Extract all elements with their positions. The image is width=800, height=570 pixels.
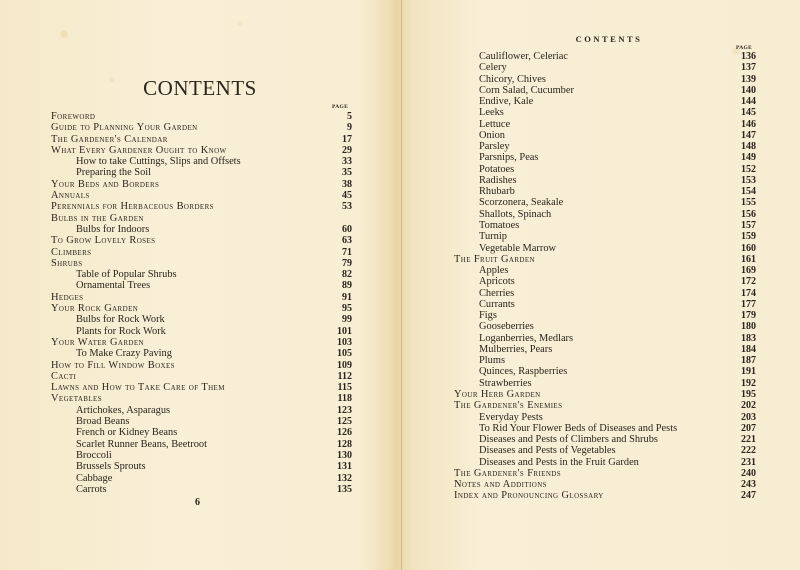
toc-entry-section — [454, 378, 756, 389]
toc-entry-title: How to take Cuttings, Slips and Offsets — [76, 156, 241, 168]
toc-entry-title: Bulbs in the Garden — [51, 212, 144, 224]
toc-entry-page: 180 — [741, 321, 756, 333]
toc-entry-title: Guide to Planning Your Garden — [51, 122, 198, 134]
toc-entry-title: Lawns and How to Take Care of Them — [51, 382, 225, 394]
toc-entry-section — [51, 450, 352, 461]
toc-entry-title: Diseases and Pests in the Fruit Garden — [479, 456, 639, 468]
toc-entry-section — [454, 265, 756, 276]
toc-entry-page: 109 — [337, 359, 352, 371]
toc-entry-title: To Grow Lovely Roses — [51, 235, 156, 247]
toc-entry-page: 126 — [337, 427, 352, 439]
toc-entry-page: 187 — [741, 355, 756, 367]
toc-entry-page: 149 — [741, 152, 756, 164]
toc-entry-title: Annuals — [51, 190, 90, 202]
toc-entry-section — [454, 344, 756, 355]
toc-entry-title: Cherries — [479, 287, 515, 299]
toc-entry-page: 35 — [342, 167, 352, 179]
toc-entry-title: The Gardener's Calendar — [51, 133, 168, 145]
toc-entry-title: Leeks — [479, 107, 504, 119]
toc-entry-title: Your Water Garden — [51, 336, 145, 348]
toc-entry-title: Cabbage — [76, 472, 113, 484]
toc-entry-title: Climbers — [51, 246, 92, 258]
toc-entry-page: 33 — [342, 156, 352, 168]
toc-entry-chapter — [51, 134, 352, 145]
toc-entry-chapter — [454, 254, 756, 265]
toc-entry-page: 207 — [741, 422, 756, 434]
toc-entry-page: 130 — [337, 449, 352, 461]
toc-entry-page: 95 — [342, 303, 352, 315]
toc-entry-page: 145 — [741, 107, 756, 119]
toc-entry-section — [454, 355, 756, 366]
right-page — [402, 0, 800, 570]
toc-entry-section — [454, 197, 756, 208]
toc-entry-page: 247 — [741, 490, 756, 502]
toc-entry-title: Scarlet Runner Beans, Beetroot — [76, 438, 207, 450]
toc-entry-page: 29 — [342, 144, 352, 156]
toc-entry-page: 172 — [741, 276, 756, 288]
toc-entry-section — [454, 231, 756, 242]
toc-entry-page: 131 — [337, 461, 352, 473]
toc-entry-title: Quinces, Raspberries — [479, 366, 568, 378]
toc-entry-title: Artichokes, Asparagus — [76, 404, 171, 416]
toc-entry-title: Tomatoes — [479, 219, 520, 231]
toc-entry-title: Apricots — [479, 276, 515, 288]
toc-entry-page: 82 — [342, 269, 352, 281]
toc-entry-title: Turnip — [479, 231, 507, 243]
toc-entry-page: 136 — [741, 51, 756, 62]
toc-entry-title: Foreword — [51, 111, 96, 122]
toc-entry-section — [51, 473, 352, 484]
toc-entry-title: Cacti — [51, 370, 77, 382]
toc-entry-page: 103 — [337, 336, 352, 348]
running-head: CONTENTS — [575, 34, 643, 44]
toc-entry-chapter — [51, 190, 352, 201]
toc-entry-section — [454, 299, 756, 310]
toc-entry-title: Strawberries — [479, 377, 532, 389]
toc-entry-section — [454, 141, 756, 152]
toc-entry-title: Broad Beans — [76, 416, 130, 428]
toc-entry-section — [51, 348, 352, 359]
toc-entry-chapter — [51, 371, 352, 382]
toc-entry-title: Perennials for Herbaceous Borders — [51, 201, 214, 213]
toc-entry-section — [51, 167, 352, 178]
toc-entry-page: 5 — [347, 111, 352, 122]
toc-entry-section — [454, 85, 756, 96]
toc-entry-section — [454, 310, 756, 321]
toc-entry-page: 105 — [337, 348, 352, 360]
toc-entry-section — [454, 209, 756, 220]
toc-entry-section — [51, 314, 352, 325]
toc-entry-page: 191 — [741, 366, 756, 378]
toc-entry-section — [454, 412, 756, 423]
toc-entry-page: 221 — [741, 434, 756, 446]
toc-entry-chapter — [454, 468, 756, 479]
toc-entry-chapter — [51, 382, 352, 393]
toc-entry-section — [51, 224, 352, 235]
toc-entry-section — [454, 130, 756, 141]
toc-entry-title: Apples — [479, 265, 509, 277]
toc-entry-title: Chicory, Chives — [479, 73, 546, 85]
toc-entry-chapter — [51, 292, 352, 303]
toc-entry-section — [454, 119, 756, 130]
toc-entry-chapter — [454, 479, 756, 490]
toc-entry-page: 147 — [741, 129, 756, 141]
toc-entry-title: To Rid Your Flower Beds of Diseases and Pests — [479, 422, 678, 434]
toc-entry-title: Parsley — [479, 141, 510, 153]
toc-entry-title: The Gardener's Enemies — [454, 400, 563, 412]
toc-entry-page: 184 — [741, 343, 756, 355]
toc-entry-page: 99 — [342, 314, 352, 326]
toc-entry-title: The Fruit Garden — [454, 253, 535, 265]
toc-entry-title: Potatoes — [479, 163, 515, 175]
toc-entry-title: Parsnips, Peas — [479, 152, 539, 164]
toc-entry-page: 146 — [741, 118, 756, 130]
toc-entry-page: 153 — [741, 174, 756, 186]
toc-entry-page: 152 — [741, 163, 756, 175]
toc-entry-page: 240 — [741, 467, 756, 479]
page-column-label: PAGE — [736, 45, 753, 51]
toc-entry-chapter — [454, 389, 756, 400]
toc-entry-chapter — [51, 213, 352, 224]
page-column-label: PAGE — [332, 104, 349, 110]
toc-entry-chapter — [51, 111, 352, 122]
toc-entry-page: 132 — [337, 472, 352, 484]
toc-entry-title: Shrubs — [51, 257, 83, 269]
toc-entry-page: 179 — [741, 310, 756, 322]
toc-entry-section — [454, 423, 756, 434]
toc-entry-page: 123 — [337, 404, 352, 416]
toc-entry-title: Cauliflower, Celeriac — [479, 51, 569, 62]
toc-entry-title: Broccoli — [76, 449, 112, 461]
toc-entry-section — [454, 51, 756, 62]
toc-entry-chapter — [51, 145, 352, 156]
toc-entry-page: 169 — [741, 265, 756, 277]
toc-entry-title: Mulberries, Pears — [479, 343, 553, 355]
toc-entry-chapter — [51, 201, 352, 212]
toc-entry-title: Ornamental Trees — [76, 280, 151, 292]
toc-entry-title: Brussels Sprouts — [76, 461, 146, 473]
toc-list-left — [51, 111, 352, 495]
toc-entry-title: How to Fill Window Boxes — [51, 359, 175, 371]
toc-entry-page: 135 — [337, 483, 352, 495]
toc-entry-page: 157 — [741, 219, 756, 231]
toc-entry-title: Loganberries, Medlars — [479, 332, 574, 344]
toc-entry-title: Table of Popular Shrubs — [76, 269, 177, 281]
toc-entry-chapter — [51, 235, 352, 246]
toc-entry-title: Onion — [479, 129, 505, 141]
toc-entry-page: 128 — [337, 438, 352, 450]
toc-entry-section — [51, 326, 352, 337]
toc-entry-page: 231 — [741, 456, 756, 468]
toc-entry-section — [51, 280, 352, 291]
toc-entry-section — [454, 321, 756, 332]
toc-entry-page: 71 — [342, 246, 352, 258]
toc-entry-chapter — [51, 360, 352, 371]
toc-entry-section — [51, 461, 352, 472]
toc-entry-page: 148 — [741, 141, 756, 153]
toc-entry-page: 45 — [342, 190, 352, 202]
toc-entry-page: 202 — [741, 400, 756, 412]
toc-entry-section — [454, 457, 756, 468]
toc-entry-chapter — [454, 400, 756, 411]
toc-entry-title: Preparing the Soil — [76, 167, 152, 179]
toc-entry-title: Corn Salad, Cucumber — [479, 84, 574, 96]
toc-entry-page: 91 — [342, 291, 352, 303]
toc-entry-section — [454, 74, 756, 85]
toc-entry-page: 159 — [741, 231, 756, 243]
toc-entry-section — [51, 439, 352, 450]
toc-entry-page: 139 — [741, 73, 756, 85]
toc-entry-title: What Every Gardener Ought to Know — [51, 144, 227, 156]
toc-entry-title: Currants — [479, 298, 515, 310]
toc-entry-page: 17 — [342, 133, 352, 145]
toc-entry-section — [51, 269, 352, 280]
toc-entry-page: 118 — [337, 393, 352, 405]
toc-entry-chapter — [51, 179, 352, 190]
toc-entry-page: 177 — [741, 298, 756, 310]
toc-entry-section — [454, 96, 756, 107]
toc-entry-title: Your Herb Garden — [454, 388, 541, 400]
toc-entry-section — [454, 107, 756, 118]
toc-entry-title: Your Beds and Borders — [51, 178, 160, 190]
toc-entry-title: Index and Pronouncing Glossary — [454, 490, 604, 502]
toc-entry-title: Gooseberries — [479, 321, 534, 333]
page-number: 6 — [195, 497, 200, 508]
toc-entry-page: 160 — [741, 242, 756, 254]
toc-entry-title: Shallots, Spinach — [479, 208, 552, 220]
toc-entry-page: 243 — [741, 479, 756, 491]
toc-entry-page: 137 — [741, 62, 756, 74]
toc-entry-section — [51, 405, 352, 416]
toc-entry-page: 203 — [741, 411, 756, 423]
toc-entry-title: Vegetables — [51, 393, 102, 405]
toc-entry-title: Bulbs for Rock Work — [76, 314, 165, 326]
toc-entry-title: Hedges — [51, 291, 84, 303]
toc-entry-chapter — [51, 247, 352, 258]
toc-entry-page: 154 — [741, 186, 756, 198]
toc-entry-section — [454, 164, 756, 175]
toc-entry-chapter — [51, 303, 352, 314]
toc-entry-section — [454, 445, 756, 456]
toc-entry-title: Celery — [479, 62, 507, 74]
toc-entry-title: Scorzonera, Seakale — [479, 197, 564, 209]
toc-entry-title: Everyday Pests — [479, 411, 543, 423]
toc-entry-title: Plants for Rock Work — [76, 325, 166, 337]
toc-entry-section — [454, 220, 756, 231]
toc-entry-page: 140 — [741, 84, 756, 96]
toc-entry-section — [454, 186, 756, 197]
toc-entry-chapter — [51, 337, 352, 348]
toc-entry-section — [51, 484, 352, 495]
toc-entry-section — [454, 62, 756, 73]
toc-entry-page: 195 — [741, 388, 756, 400]
toc-entry-title: Lettuce — [479, 118, 511, 130]
toc-entry-section — [51, 156, 352, 167]
toc-entry-title: Plums — [479, 355, 505, 367]
toc-entry-section — [454, 276, 756, 287]
toc-entry-section — [454, 152, 756, 163]
toc-entry-section — [454, 434, 756, 445]
toc-entry-section — [51, 416, 352, 427]
toc-entry-page: 155 — [741, 197, 756, 209]
toc-entry-title: Vegetable Marrow — [479, 242, 557, 254]
toc-entry-title: Your Rock Garden — [51, 303, 139, 315]
toc-entry-section — [454, 333, 756, 344]
toc-entry-page: 222 — [741, 445, 756, 457]
toc-entry-section — [454, 243, 756, 254]
toc-entry-page: 115 — [337, 382, 352, 394]
toc-entry-page: 125 — [337, 416, 352, 428]
toc-entry-chapter — [454, 490, 756, 501]
toc-entry-section — [51, 427, 352, 438]
toc-entry-title: Diseases and Pests of Climbers and Shrubs — [479, 434, 658, 446]
toc-entry-section — [454, 366, 756, 377]
toc-entry-page: 101 — [337, 325, 352, 337]
toc-entry-title: Rhubarb — [479, 186, 515, 198]
toc-entry-page: 9 — [347, 122, 352, 134]
toc-entry-page: 112 — [337, 370, 352, 382]
toc-entry-page: 53 — [342, 201, 352, 213]
toc-entry-title: Bulbs for Indoors — [76, 223, 150, 235]
toc-entry-page: 156 — [741, 208, 756, 220]
page-title: CONTENTS — [143, 76, 257, 100]
toc-entry-title: French or Kidney Beans — [76, 427, 178, 439]
toc-entry-title: Carrots — [76, 483, 107, 495]
toc-entry-page: 63 — [342, 235, 352, 247]
toc-entry-page: 89 — [342, 280, 352, 292]
toc-entry-page: 192 — [741, 377, 756, 389]
toc-entry-page: 174 — [741, 287, 756, 299]
toc-entry-title: To Make Crazy Paving — [76, 348, 172, 360]
toc-entry-page: 144 — [741, 96, 756, 108]
toc-entry-chapter — [51, 258, 352, 269]
toc-entry-chapter — [51, 122, 352, 133]
toc-entry-title: Endive, Kale — [479, 96, 534, 108]
toc-entry-title: Diseases and Pests of Vegetables — [479, 445, 616, 457]
toc-entry-title: Radishes — [479, 174, 517, 186]
toc-entry-page: 60 — [342, 223, 352, 235]
toc-entry-chapter — [51, 393, 352, 404]
toc-entry-title: Notes and Additions — [454, 479, 547, 491]
toc-entry-page: 183 — [741, 332, 756, 344]
toc-entry-page: 38 — [342, 178, 352, 190]
toc-entry-page: 79 — [342, 257, 352, 269]
toc-entry-section — [454, 175, 756, 186]
toc-entry-title: The Gardener's Friends — [454, 467, 562, 479]
toc-entry-section — [454, 288, 756, 299]
toc-entry-page: 161 — [741, 253, 756, 265]
toc-list-right — [454, 51, 756, 502]
toc-entry-title: Figs — [479, 310, 497, 322]
